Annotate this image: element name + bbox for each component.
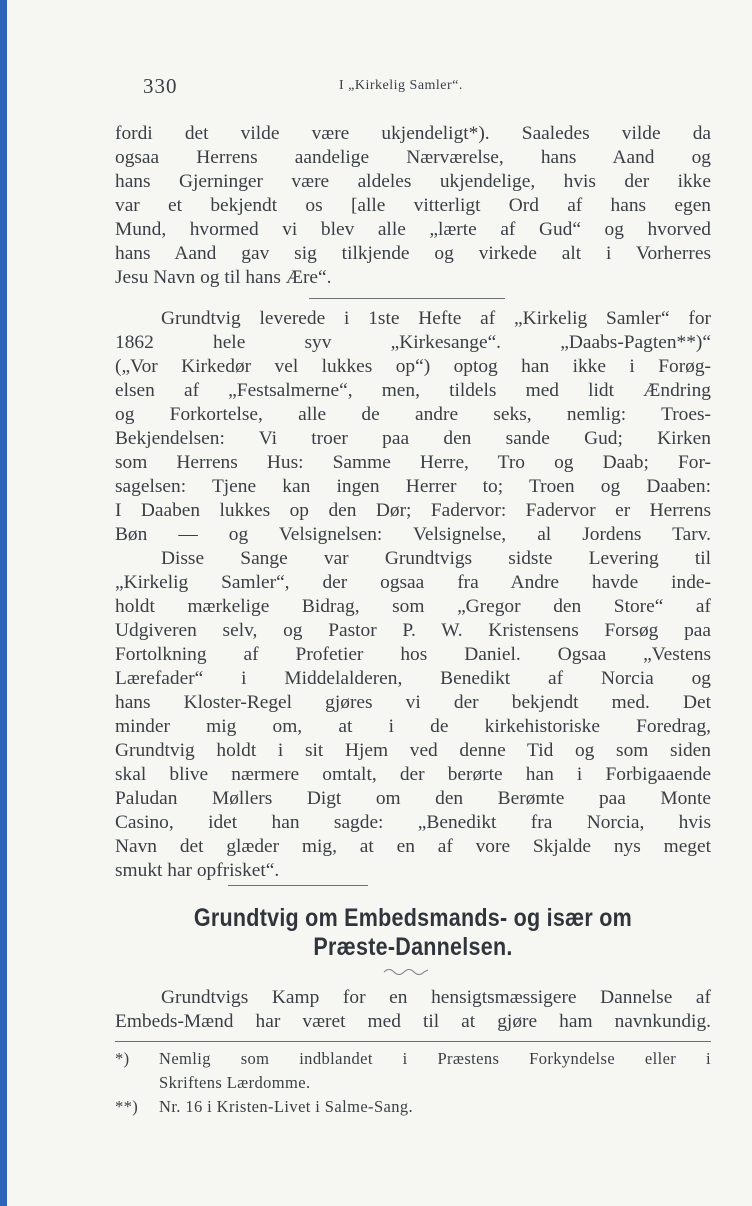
paragraph-4 [115, 986, 711, 1034]
text-line: Jesu Navn og til hans Ære“. [115, 267, 332, 288]
text-line: hans Gjerninger være aldeles ukjendelige, hvis der ikke [115, 171, 711, 192]
running-head: I „Kirkelig Samler“. [339, 78, 463, 93]
text-line: fordi det vilde være ukjendeligt*). Saaledes vilde da [115, 123, 711, 144]
text-line: ogsaa Herrens aandelige Nærværelse, hans Aand og [115, 147, 711, 168]
text-line: sagelsen: Tjene kan ingen Herrer to; Troen og Daaben: [115, 476, 711, 497]
text-line: som Herrens Hus: Samme Herre, Tro og Daab; For- [115, 452, 711, 473]
text-line: Udgiveren selv, og Pastor P. W. Kristensens Forsøg paa [115, 620, 711, 641]
text-line: I Daaben lukkes op den Dør; Fadervor: Fadervor er Herrens [115, 500, 711, 521]
text-line: Grundtvig holdt i sit Hjem ved denne Tid og som siden [115, 740, 711, 761]
section-end-rule [228, 885, 368, 886]
text-line: hans Aand gav sig tilkjende og virkede alt i Vorherres [115, 243, 711, 264]
text-line: Disse Sange var Grundtvigs sidste Levering til [161, 548, 711, 569]
text-line: elsen af „Festsalmerne“, men, tildels med lidt Ændring [115, 380, 711, 401]
text-line: Fortolkning af Profetier hos Daniel. Ogsaa „Vestens [115, 644, 711, 665]
heading-ornament-icon [383, 966, 429, 976]
footnote-text: Nemlig som indblandet i Præstens Forkyndelse eller i [159, 1049, 711, 1068]
page-header [143, 74, 643, 100]
footnotes [115, 1047, 711, 1119]
page-number: 330 [143, 74, 178, 98]
footnote-divider [115, 1041, 711, 1042]
text-line: Casino, idet han sagde: „Benedikt fra Norcia, hvis [115, 812, 711, 833]
text-line: Grundtvig leverede i 1ste Hefte af „Kirkelig Samler“ for [161, 308, 711, 329]
text-line: Bøn — og Velsignelsen: Velsignelse, al Jordens Tarv. [115, 524, 711, 545]
paragraph-2 [115, 307, 711, 547]
text-line: Navn det glæder mig, at en af vore Skjalde nys meget [115, 836, 711, 857]
text-line: („Vor Kirkedør vel lukkes op“) optog han ikke i Forøg- [115, 356, 711, 377]
text-line: Embeds-Mænd har været med til at gjøre ham navnkundig. [115, 1011, 711, 1032]
text-line: smukt har opfrisket“. [115, 860, 280, 881]
main-text [115, 122, 711, 883]
section-heading-line-2: Præste-Dannelsen. [313, 933, 513, 961]
text-line: holdt mærkelige Bidrag, som „Gregor den Store“ af [115, 596, 711, 617]
text-line: Grundtvigs Kamp for en hensigtsmæssigere Dannelse af [161, 987, 711, 1008]
section-heading-line-1: Grundtvig om Embedsmands- og især om [193, 904, 633, 932]
text-line: 1862 hele syv „Kirkesange“. „Daabs-Pagten**)“ [115, 332, 711, 353]
footnote-1 [115, 1047, 711, 1071]
text-line: „Kirkelig Samler“, der ogsaa fra Andre havde inde- [115, 572, 711, 593]
footnote-marker: **) [115, 1097, 139, 1116]
paragraph-1 [115, 122, 711, 290]
page-edge-strip [0, 0, 7, 1206]
text-line: Bekjendelsen: Vi troer paa den sande Gud; Kirken [115, 428, 711, 449]
text-line: og Forkortelse, alle de andre seks, nemlig: Troes- [115, 404, 711, 425]
paragraph-3 [115, 547, 711, 883]
footnote-marker: *) [115, 1049, 130, 1068]
text-line: hans Kloster-Regel gjøres vi der bekjendt med. Det [115, 692, 711, 713]
text-line: var et bekjendt os [alle vitterligt Ord af hans egen [115, 195, 711, 216]
text-line: skal blive nærmere omtalt, der berørte han i Forbigaaende [115, 764, 711, 785]
text-line: minder mig om, at i de kirkehistoriske Foredrag, [115, 716, 711, 737]
footnote-1-continued: Skriftens Lærdomme. [159, 1073, 311, 1092]
text-line: Paludan Møllers Digt om den Berømte paa Monte [115, 788, 711, 809]
footnote-text: Nr. 16 i Kristen-Livet i Salme-Sang. [159, 1097, 414, 1116]
section-divider [309, 298, 505, 299]
footnote-2 [115, 1095, 711, 1119]
text-line: Mund, hvormed vi blev alle „lærte af Gud“ og hvorved [115, 219, 711, 240]
text-line: Lærefader“ i Middelalderen, Benedikt af Norcia og [115, 668, 711, 689]
